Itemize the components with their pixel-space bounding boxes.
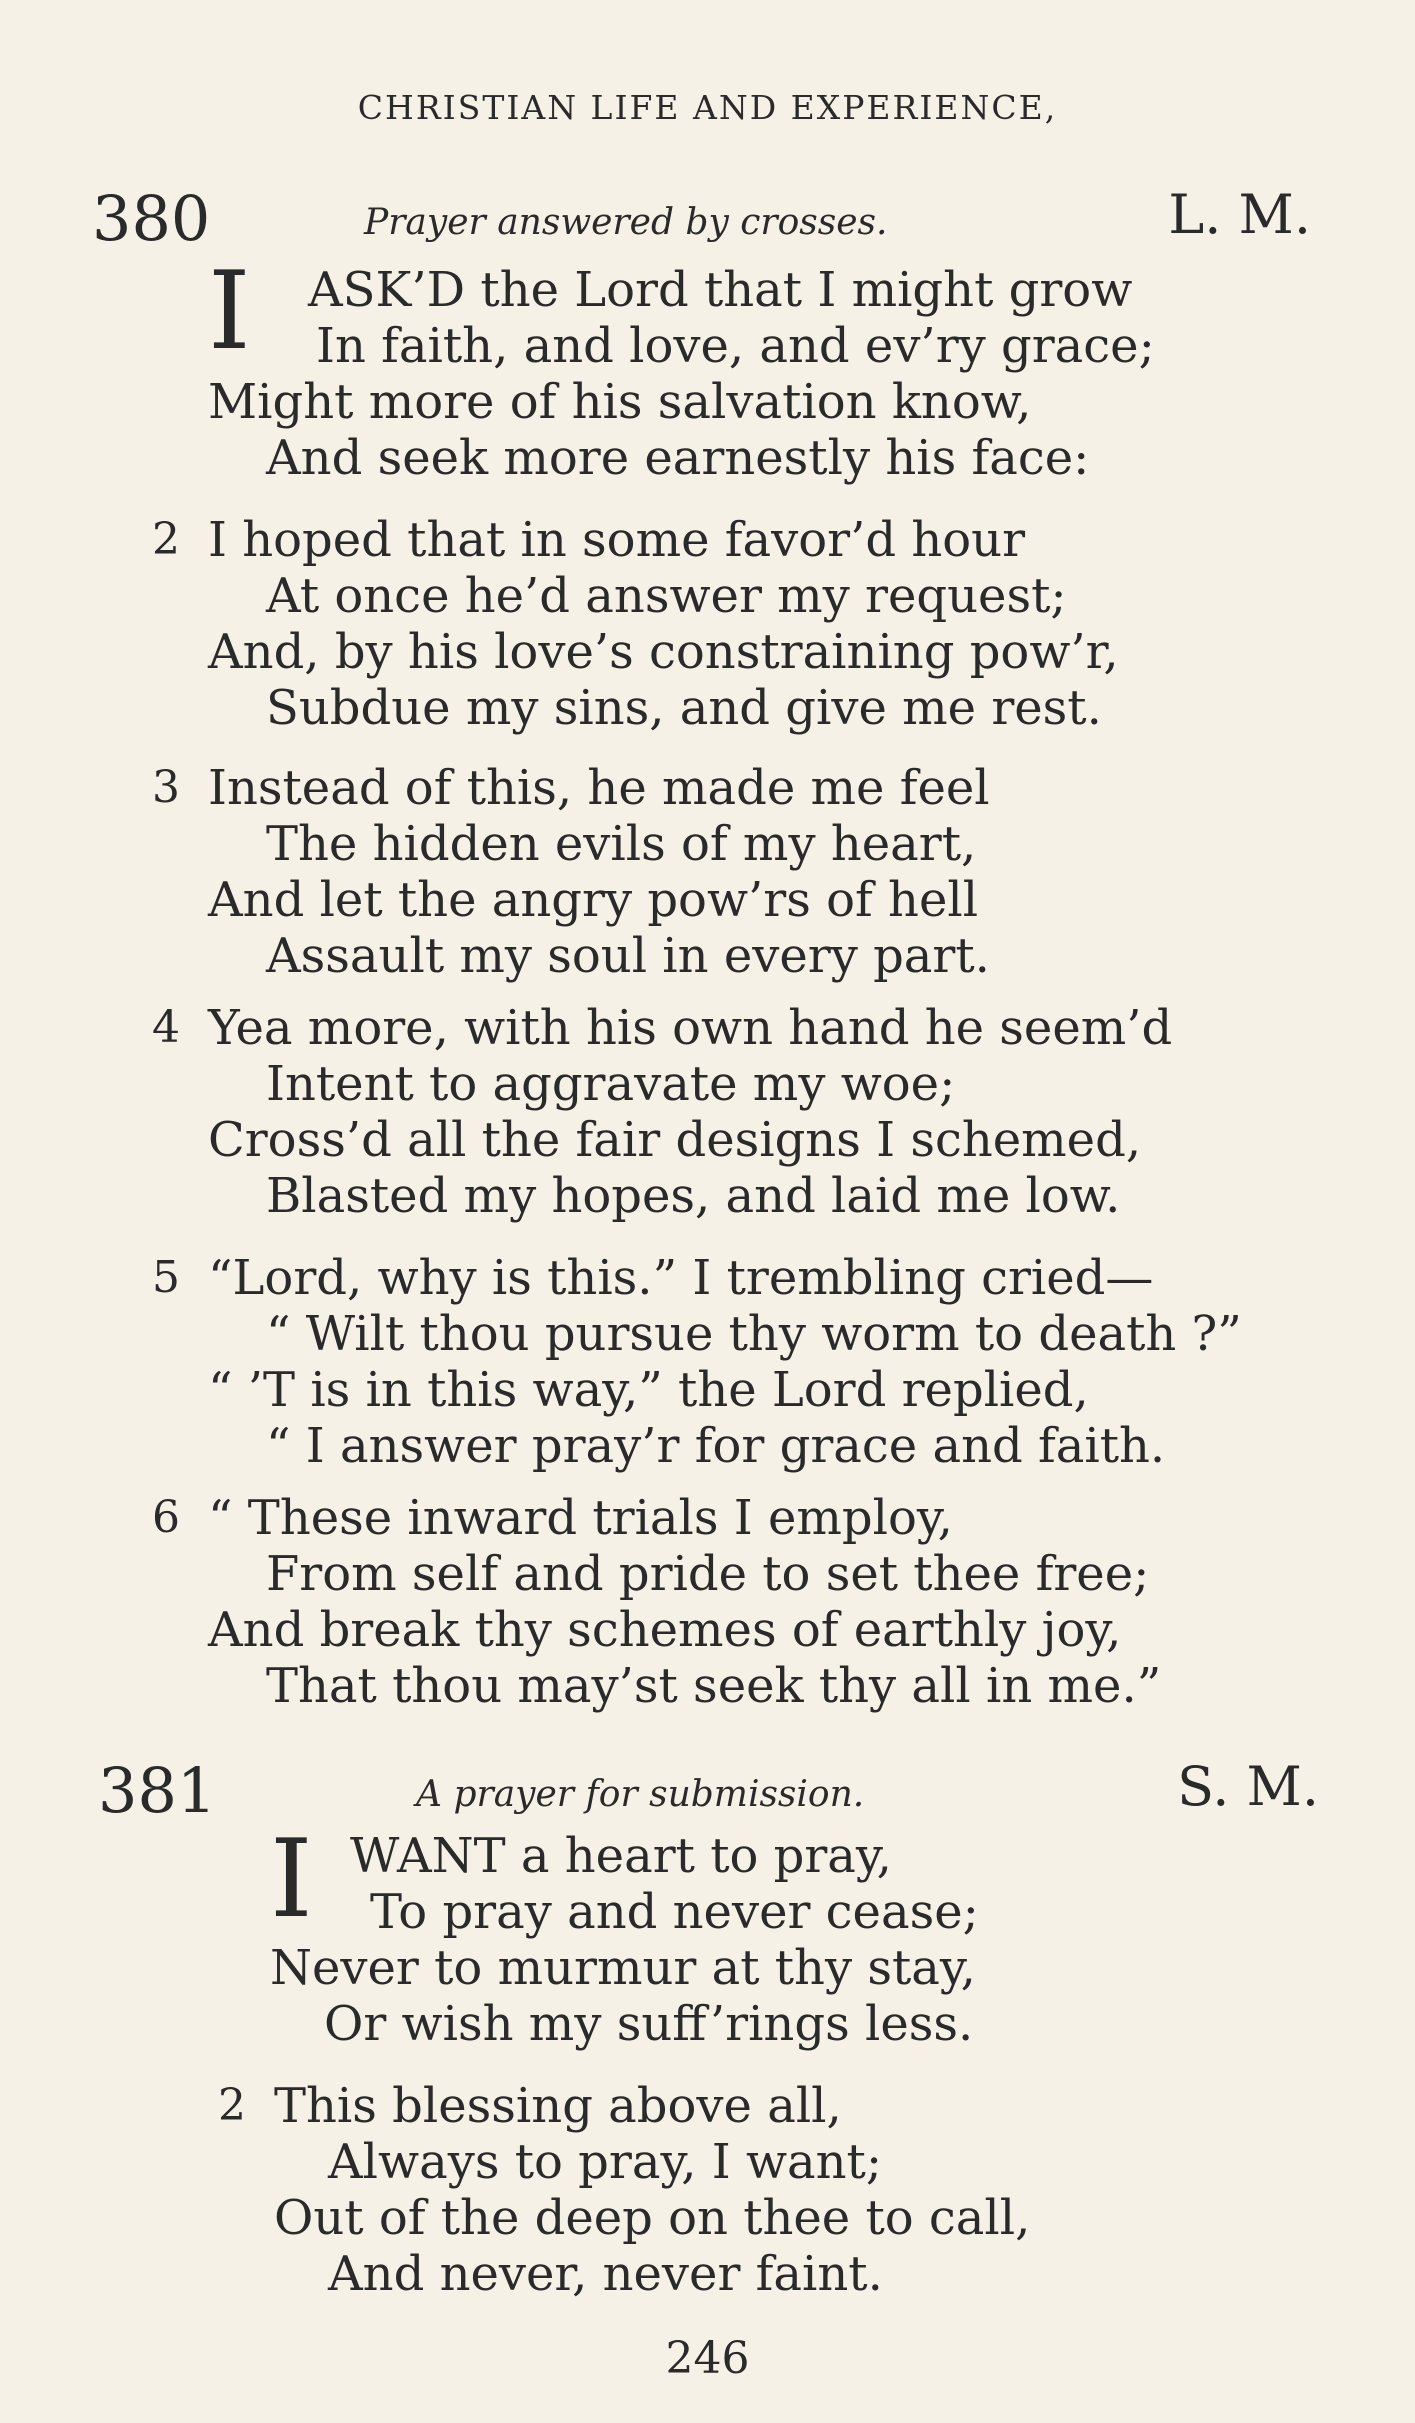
hymn-380-verse-6 bbox=[152, 1490, 1161, 1714]
verse-line: From self and pride to set thee free; bbox=[266, 1546, 1150, 1602]
verse-line: Blasted my hopes, and laid me low. bbox=[266, 1168, 1121, 1224]
verse-line: Out of the deep on thee to call, bbox=[274, 2190, 1031, 2246]
verse-line: Instead of this, he made me feel bbox=[208, 760, 990, 816]
hymn-subject: Prayer answered by crosses. bbox=[364, 202, 888, 243]
verse-line: “ I answer pray’r for grace and faith. bbox=[266, 1418, 1166, 1474]
verse-line: The hidden evils of my heart, bbox=[266, 816, 977, 872]
hymn-380-verse-4 bbox=[152, 1000, 1172, 1224]
hymn-meter: L. M. bbox=[1168, 183, 1311, 246]
verse-number: 6 bbox=[152, 1492, 180, 1543]
page-number: 246 bbox=[665, 2333, 750, 2384]
running-header: CHRISTIAN LIFE AND EXPERIENCE, bbox=[357, 88, 1058, 127]
drop-cap: I bbox=[208, 249, 251, 374]
verse-line: I hoped that in some favor’d hour bbox=[208, 512, 1026, 568]
verse-line: “ Wilt thou pursue thy worm to death ?” bbox=[266, 1306, 1242, 1362]
hymn-subject: A prayer for submission. bbox=[416, 1774, 865, 1815]
verse-line: And break thy schemes of earthly joy, bbox=[208, 1602, 1122, 1658]
hymn-number: 381 bbox=[98, 1754, 217, 1827]
verse-line: And never, never faint. bbox=[328, 2246, 883, 2302]
verse-line: In faith, and love, and ev’ry grace; bbox=[316, 318, 1155, 374]
verse-line: This blessing above all, bbox=[274, 2078, 842, 2134]
verse-number: 2 bbox=[152, 514, 180, 565]
verse-line: Intent to aggravate my woe; bbox=[266, 1056, 956, 1112]
verse-number: 2 bbox=[218, 2080, 246, 2131]
verse-line: Might more of his salvation know, bbox=[208, 374, 1032, 430]
verse-number: 5 bbox=[152, 1252, 180, 1303]
verse-line: And, by his love’s constraining pow’r, bbox=[208, 624, 1119, 680]
hymn-meter: S. M. bbox=[1177, 1755, 1319, 1818]
verse-line: To pray and never cease; bbox=[370, 1884, 979, 1940]
verse-line: Cross’d all the fair designs I schemed, bbox=[208, 1112, 1142, 1168]
verse-line: “ These inward trials I employ, bbox=[208, 1490, 953, 1546]
verse-line: Subdue my sins, and give me rest. bbox=[266, 680, 1102, 736]
verse-line: And seek more earnestly his face: bbox=[266, 430, 1090, 486]
verse-line: Assault my soul in every part. bbox=[266, 928, 990, 984]
verse-line: At once he’d answer my request; bbox=[266, 568, 1067, 624]
verse-line: And let the angry pow’rs of hell bbox=[208, 872, 979, 928]
hymn-380-verse-1 bbox=[208, 262, 1155, 486]
verse-line: Yea more, with his own hand he seem’d bbox=[208, 1000, 1173, 1056]
verse-number: 4 bbox=[152, 1002, 180, 1053]
verse-line: That thou may’st seek thy all in me.” bbox=[266, 1658, 1162, 1714]
hymn-380-verse-3 bbox=[152, 760, 990, 984]
verse-line: “ ’T is in this way,” the Lord replied, bbox=[208, 1362, 1089, 1418]
verse-line: WANT a heart to pray, bbox=[350, 1828, 892, 1884]
hymn-380-verse-5 bbox=[152, 1250, 1242, 1474]
verse-line: ASK’D the Lord that I might grow bbox=[308, 262, 1133, 318]
hymn-381-verse-2 bbox=[218, 2078, 1030, 2302]
hymn-381-verse-1 bbox=[270, 1817, 979, 2052]
hymn-380-verse-2 bbox=[152, 512, 1119, 736]
hymn-number: 380 bbox=[92, 182, 211, 255]
verse-line: “Lord, why is this.” I trembling cried— bbox=[208, 1250, 1154, 1306]
drop-cap: I bbox=[270, 1817, 313, 1942]
verse-number: 3 bbox=[152, 762, 180, 813]
verse-line: Never to murmur at thy stay, bbox=[270, 1940, 976, 1996]
verse-line: Or wish my suff’rings less. bbox=[324, 1996, 974, 2052]
verse-line: Always to pray, I want; bbox=[328, 2134, 883, 2190]
